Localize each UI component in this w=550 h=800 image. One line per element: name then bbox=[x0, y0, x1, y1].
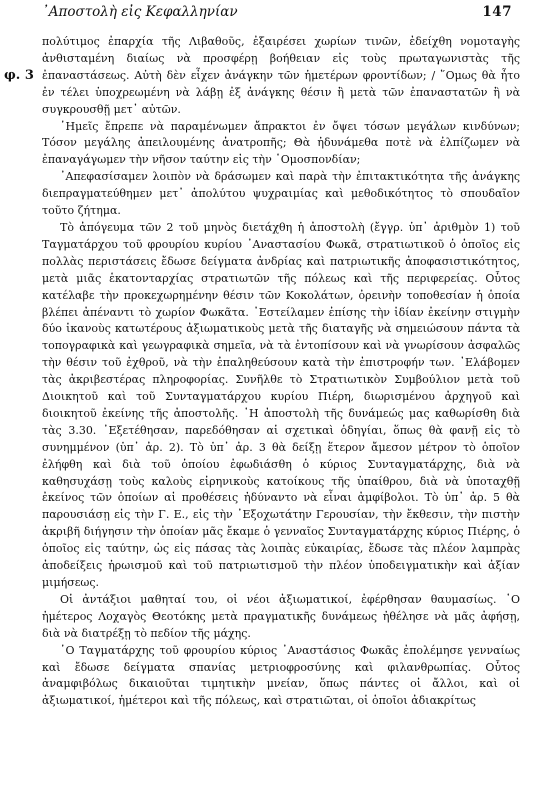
body-text bbox=[42, 34, 520, 710]
paragraph-5: Οἱ ἀντάξιοι μαθηταί του, οἱ νέοι ἀξιωματικοί, ἐφέρθησαν θαυμασίως. ῾Ο ἡμέτερος Λοχαγὸς Θεοτόκης μετὰ πραγματικῆς δυνάμεως ἠθέλησε νὰ μᾶς ἀφήσῃ, διὰ νὰ διατρέξῃ τὸ πεδίον τῆς μάχης. bbox=[42, 592, 520, 640]
paragraph-3: ᾿Απεφασίσαμεν λοιπὸν νὰ δράσωμεν καὶ παρὰ τὴν ἐπιτακτικότητα τῆς ἀνάγκης διεπραγματεύθημεν μετ᾿ ἀπολύτου ψυχραιμίας καὶ μεθοδικότητος τὸ σπουδαῖον τοῦτο ζήτημα. bbox=[42, 170, 520, 218]
page-number: 147 bbox=[482, 4, 512, 20]
folio-margin-note: φ. 3 bbox=[4, 68, 34, 83]
running-title: ᾿Αποστολὴ εἰς Κεφαλληνίαν bbox=[42, 4, 238, 20]
paragraph-1: πολύτιμος ἐπαρχία τῆς Λιβαθοῦς, ἐξαιρέσει χωρίων τινῶν, ἐδείχθη νομοταγὴς ἀνθισταμένη διαίως νὰ προσφέρῃ βοήθειαν εἰς τοὺς πρωταγωνιστὰς τῆς ἐπαναστάσεως. Αὐτὴ δὲν εἶχεν ἀνάγκην τῶν ἡμετέρων φροντίδων; / ῞Ομως θὰ ἦτο ἐν τέλει ὑποχρεωμένη νὰ λάβῃ ἐξ ἀνάγκης θέσιν ἢ μετὰ τῶν ἐπαναστατῶν ἢ νὰ συγκρουσθῇ μετ᾿ αὐτῶν. bbox=[42, 35, 520, 116]
paragraph-6: ῾Ο Ταγματάρχης τοῦ φρουρίου κύριος ᾿Αναστάσιος Φωκᾶς ἐπολέμησε γενναίως καὶ ἔδωσε δείγματα σπανίας μετριοφροσύνης καὶ φιλανθρωπίας. Οὗτος ἀναμφιβόλως δικαιοῦται τιμητικὴν μνείαν, ὅπως πάντες οἱ ἄλλοι, καὶ οἱ ἀξιωματικοί, ἡμέτεροι καὶ τῆς πόλεως, καὶ στρατιῶται, οἱ ὁποῖοι ἀδιακρίτως bbox=[42, 643, 520, 708]
paragraph-4: Τὸ ἀπόγευμα τῶν 2 τοῦ μηνὸς διετάχθη ἡ ἀποστολὴ (ἔγγρ. ὑπ᾿ ἀριθμὸν 1) τοῦ Ταγματάρχου τοῦ φρουρίου κυρίου ᾿Αναστασίου Φωκᾶ, στρατιωτικοῦ ὁ ὁποῖος εἰς πολλὰς περιστάσεις ἔδωσε δείγματα ἀνδρίας καὶ πατριωτικῆς ἀποφασιστικότητος, μετὰ μιᾶς ἑκατονταρχίας στρατιωτῶν τῆς πόλεως καὶ τῆς περιφερείας. Οὗτος κατέλαβε τὴν προκεχωρημένην θέσιν τῶν Κοκολάτων, ὀρεινὴν τοποθεσίαν ἡ ὁποία βλέπει ἀπέναντι τὸ χωρίον Φωκᾶτα. ᾿Εστείλαμεν ἐπίσης τὴν ἰδίαν ἐκείνην στιγμὴν δύο ἱκανοὺς κατωτέρους ἀξιωματικοὺς μετὰ τῆς διαταγῆς νὰ σημειώσουν πάντα τὰ τοπογραφικὰ καὶ γεωγραφικὰ σημεῖα, νὰ τὰ ἐντοπίσουν καὶ νὰ γνωρίσουν ἀσφαλῶς τὴν θέσιν τοῦ ἐχθροῦ, νὰ τὴν ἐπαληθεύσουν κατὰ τὴν ἐπιστροφήν των. ᾿Ελάβομεν τὰς ἀκριβεστέρας πληροφορίας. Συνῆλθε τὸ Στρατιωτικὸν Συμβούλιον μετὰ τοῦ Διοικητοῦ καὶ τοῦ Συνταγματάρχου κυρίου Πιέρη, διωρισμένου ἀρχηγοῦ καὶ διοικητοῦ ἐκείνης τῆς ἀποστολῆς. ῾Η ἀποστολὴ τῆς δυνάμεώς μας καθωρίσθη διὰ τὰς 3.30. ᾿Εξετέθησαν, παρεδόθησαν αἱ σχετικαὶ ὁδηγίαι, ὅπως θὰ φανῇ εἰς τὸ συνημμένον (ὑπ᾿ ἀρ. 2). Τὸ ὑπ᾿ ἀρ. 3 θὰ δείξῃ ἕτερον ἄμεσον μέτρον τὸ ὁποῖον ἐλήφθη καὶ διὰ τοῦ ὁποίου ἐφωδιάσθη ὁ κύριος Συνταγματάρχης, διὰ νὰ καθησυχάσῃ τοὺς καλοὺς εἰρηνικοὺς κατοίκους τῆς ὑπαίθρου, διὰ νὰ ὑποταχθῇ ἐκείνος τῶν ὁποίων αἱ προθέσεις ἠδύναντο νὰ εἶναι ἀμφίβολοι. Τὸ ὑπ᾿ ἀρ. 5 θὰ παρουσιάσῃ εἰς τὴν Γ. Ε., εἰς τὴν ᾿Εξοχωτάτην Γερουσίαν, τὴν ἔκθεσιν, τὴν πιστὴν ἀκριβῆ διήγησιν τὴν ὁποίαν μᾶς ἔκαμε ὁ γενναῖος Συνταγματάρχης κύριος Πιέρης, ὁ ὁποῖος εἰς ταύτην, ὡς εἰς πάσας τὰς λοιπὰς εὐκαιρίας, ἔδωσε τὰς πλέον λαμπρὰς ἀποδείξεις ἡρωισμοῦ καὶ τοῦ πατριωτισμοῦ τὴν πλέον ὑποδειγματικὴν καὶ ἀξίαν μιμήσεως. bbox=[42, 220, 520, 589]
running-header bbox=[42, 4, 512, 22]
paragraph-2: ῾Ημεῖς ἔπρεπε νὰ παραμένωμεν ἄπρακτοι ἐν ὄψει τόσων μεγάλων κινδύνων; Τόσον μεγάλης ἀπειλουμένης ἀνατροπῆς; Θὰ ἠδυνάμεθα ποτὲ νὰ ἐλπίζωμεν νὰ ἐπαναγάγωμεν τὴν νῆσον ταύτην εἰς τὴν ῾Ομοσπονδίαν; bbox=[42, 119, 520, 167]
